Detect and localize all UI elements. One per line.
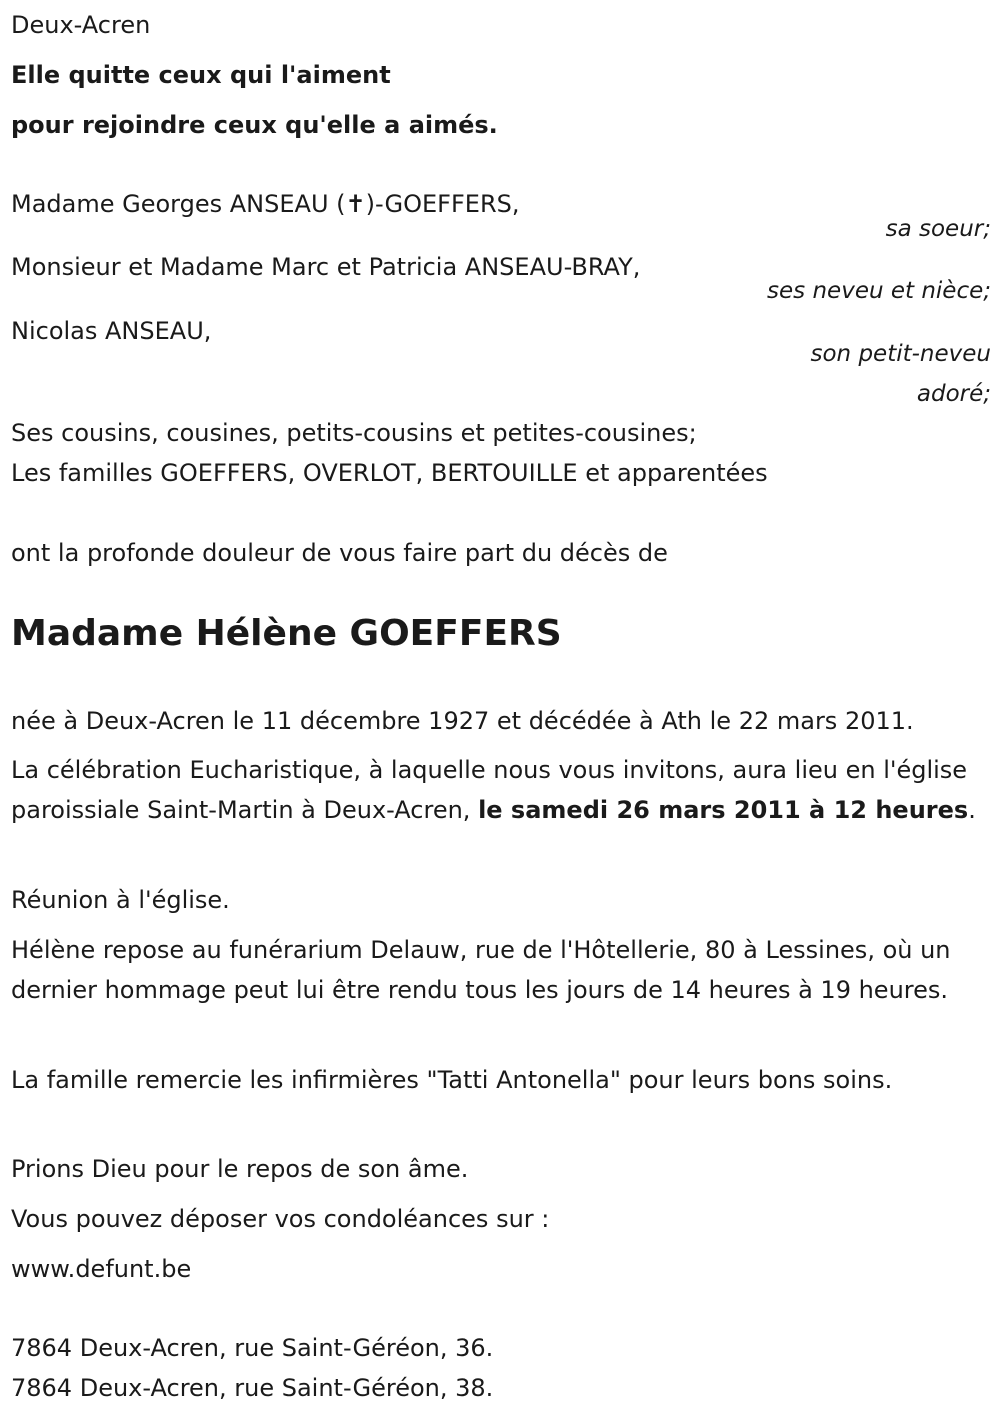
ceremony-text: La célébration Eucharistique, à laquelle nous vous invitons, aura lieu en l'église paroissiale Saint-Martin à Deux-Acren, xyxy=(11,756,968,824)
funerarium-paragraph: Hélène repose au funérarium Delauw, rue de l'Hôtellerie, 80 à Lessines, où un dernier hommage peut lui être rendu tous les jours de 14 heures à 19 heures. xyxy=(11,936,951,1004)
cousins-line: Ses cousins, cousines, petits-cousins et petites-cousines; xyxy=(11,419,697,447)
ceremony-paragraph xyxy=(11,750,991,830)
family-member-2-name: Monsieur et Madame Marc et Patricia ANSEAU-BRAY, xyxy=(11,253,641,281)
family-member-3-relation-line-2: adoré; xyxy=(916,381,991,407)
ceremony-date: le samedi 26 mars 2011 à 12 heures xyxy=(478,796,969,824)
ceremony-end: . xyxy=(968,796,976,824)
address-1: 7864 Deux-Acren, rue Saint-Géréon, 36. xyxy=(11,1334,494,1362)
announcement: ont la profonde douleur de vous faire part du décès de xyxy=(11,539,668,567)
families-line: Les familles GOEFFERS, OVERLOT, BERTOUILLE et apparentées xyxy=(11,459,768,487)
address-2: 7864 Deux-Acren, rue Saint-Géréon, 38. xyxy=(11,1374,494,1402)
condolences-label: Vous pouvez déposer vos condoléances sur : xyxy=(11,1205,550,1233)
family-member-3-relation-line-1: son petit-neveu xyxy=(810,341,991,367)
family-member-1-name: Madame Georges ANSEAU (✝)-GOEFFERS, xyxy=(11,190,520,218)
header-place: Deux-Acren xyxy=(11,11,151,39)
thanks-paragraph: La famille remercie les infirmières "Tatti Antonella" pour leurs bons soins. xyxy=(11,1066,893,1094)
family-member-2-relation: ses neveu et nièce; xyxy=(767,278,991,304)
birth-death-line: née à Deux-Acren le 11 décembre 1927 et décédée à Ath le 22 mars 2011. xyxy=(11,707,914,735)
deceased-name: Madame Hélène GOEFFERS xyxy=(11,613,562,654)
quote-line-2: pour rejoindre ceux qu'elle a aimés. xyxy=(11,111,498,139)
reunion-line: Réunion à l'église. xyxy=(11,886,230,914)
prayer-line: Prions Dieu pour le repos de son âme. xyxy=(11,1155,469,1183)
family-member-1-relation: sa soeur; xyxy=(885,216,991,242)
website-link[interactable]: www.defunt.be xyxy=(11,1255,192,1283)
quote-line-1: Elle quitte ceux qui l'aiment xyxy=(11,61,391,89)
family-member-3-name: Nicolas ANSEAU, xyxy=(11,317,212,345)
